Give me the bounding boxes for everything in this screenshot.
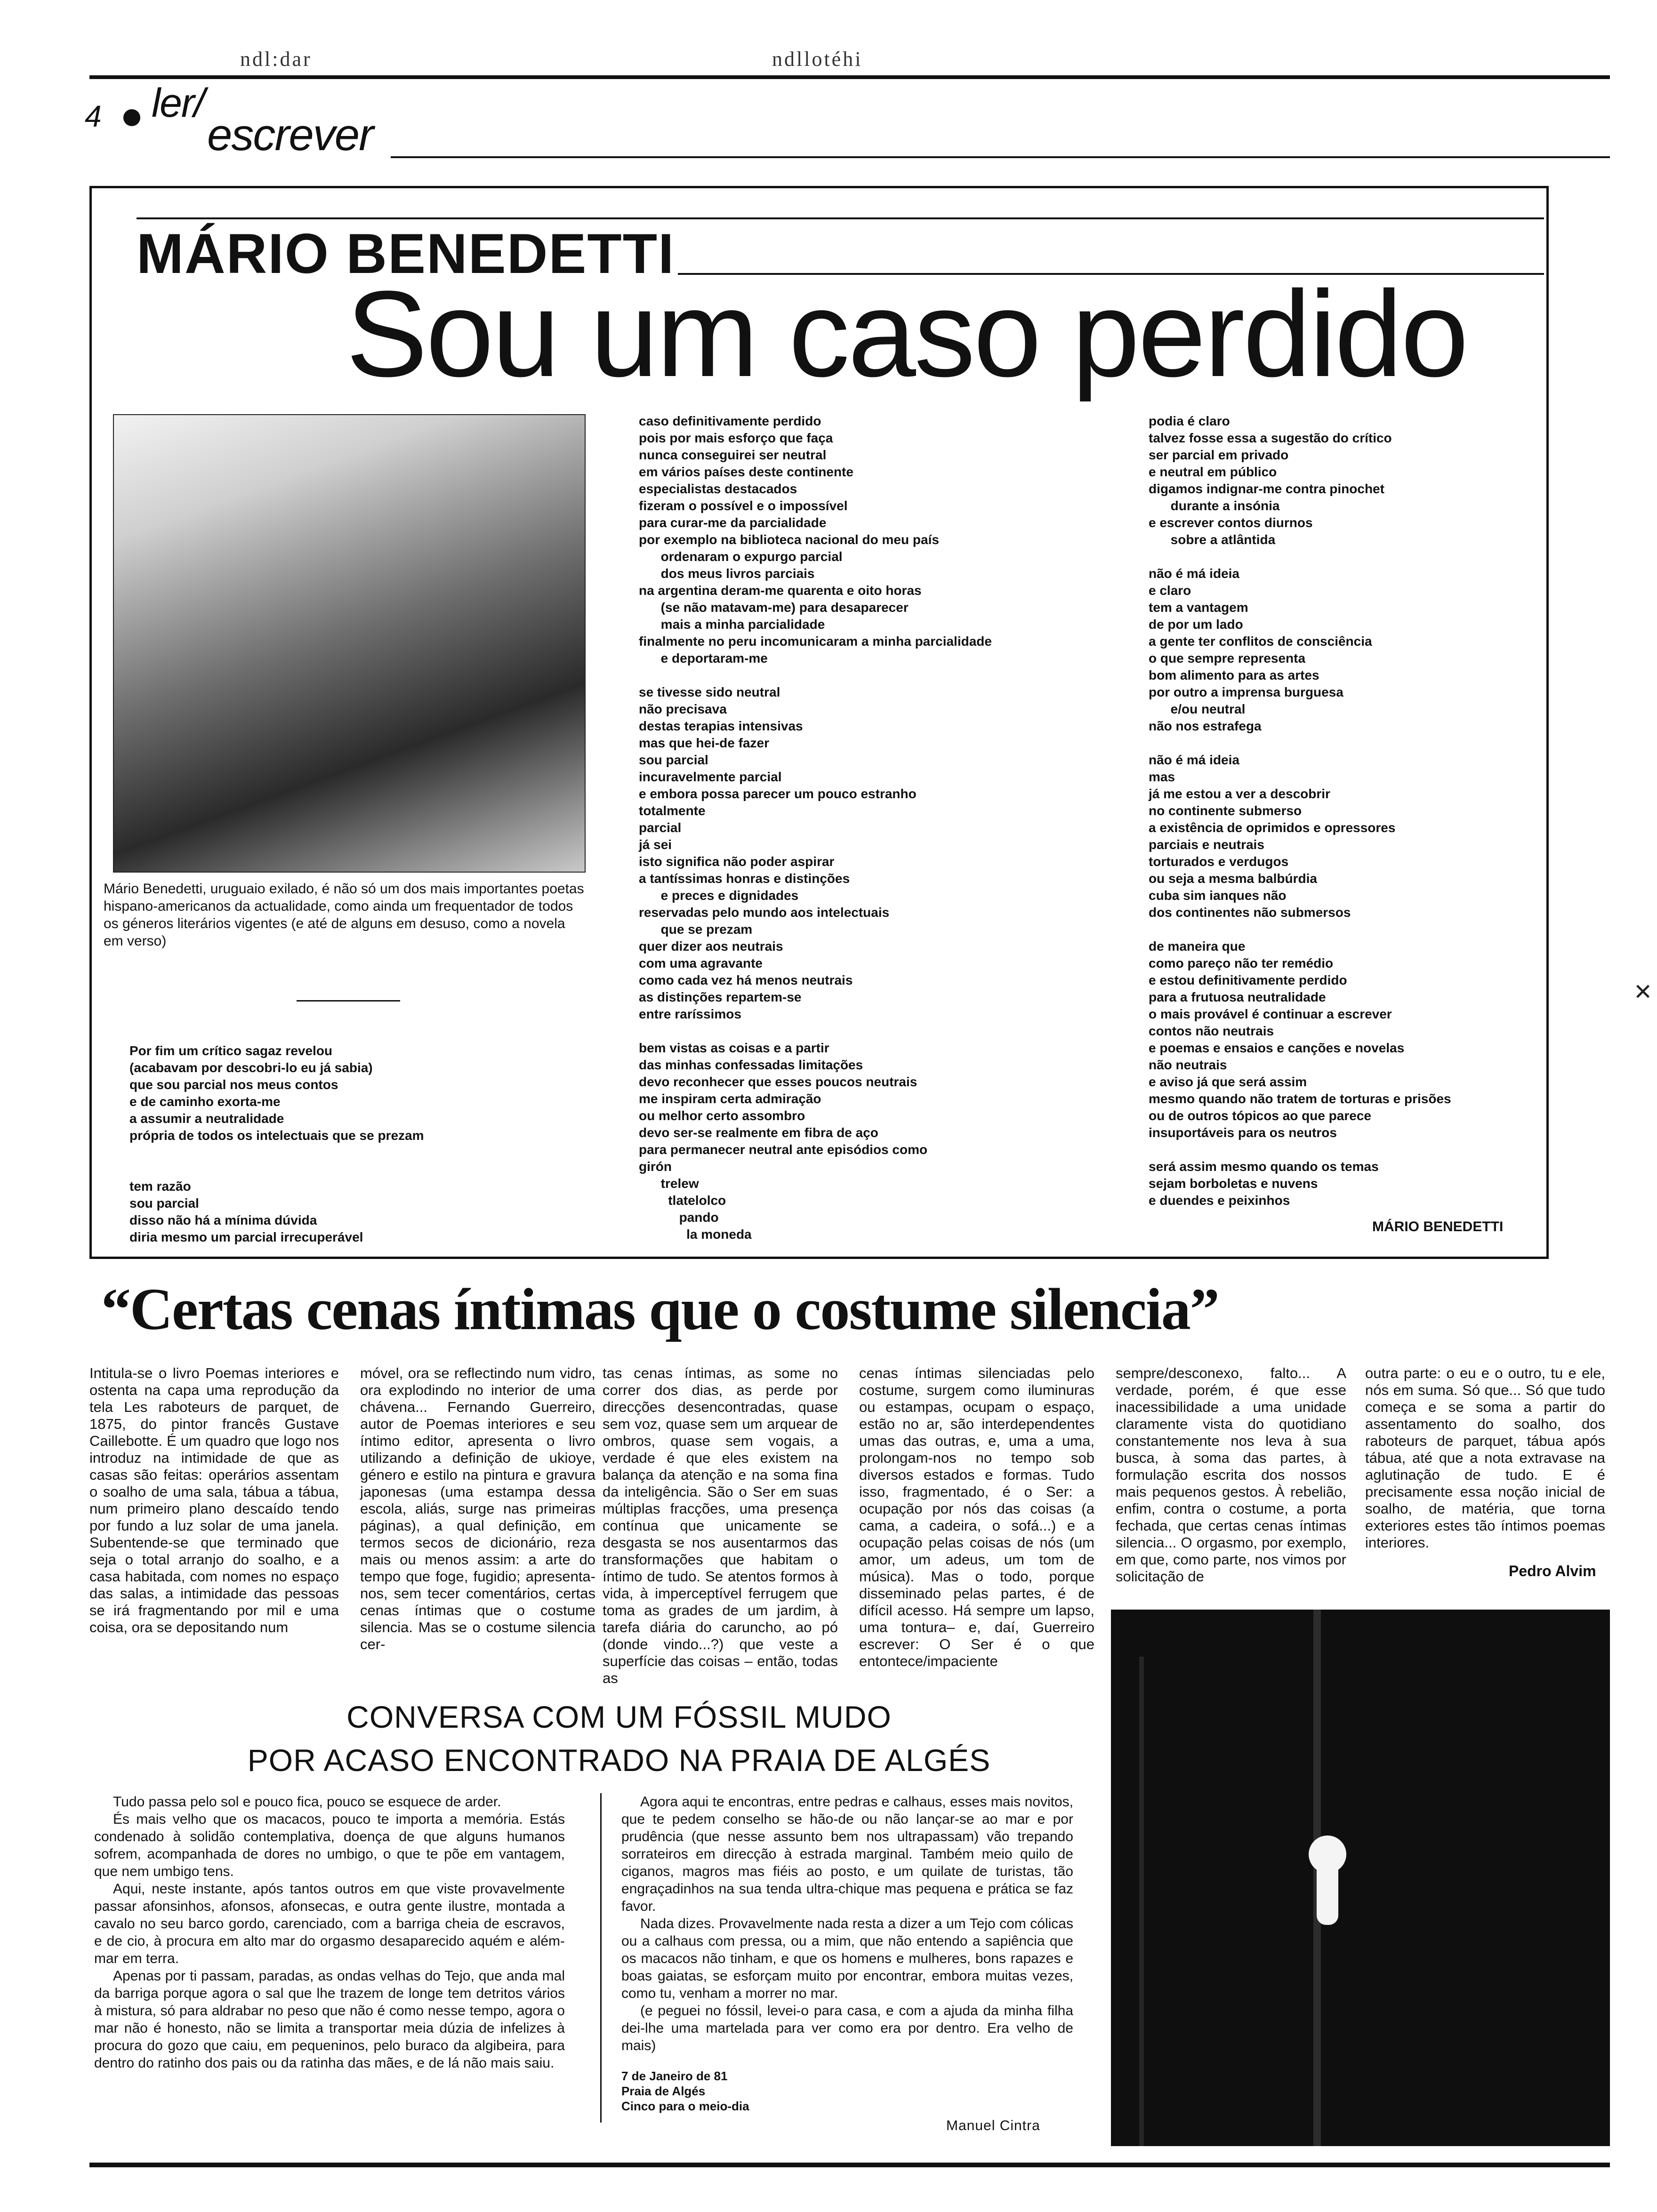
poem-line: como pareço não ter remédio <box>1149 956 1334 970</box>
poem-line: ou de outros tópicos ao que parece <box>1149 1108 1371 1123</box>
poem-line: quer dizer aos neutrais <box>639 939 783 954</box>
benedetti-signature: MÁRIO BENEDETTI <box>1372 1219 1504 1234</box>
paragraph: És mais velho que os macacos, pouco te importa a memória. Estás condenado à solidão contemplativa, doença de que alguns humanos sofrem, acompanhada de dores no umbigo, o que te põe em vantagem, que nem umbigo tens. <box>94 1811 565 1879</box>
poem-line: e escrever contos diurnos <box>1149 515 1313 530</box>
paragraph: (e peguei no fóssil, levei-o para casa, e com a ajuda da minha filha dei-lhe uma martelada para ver como era por dentro. Era velho de mais) <box>621 2003 1073 2053</box>
poem-line: reservadas pelo mundo aos intelectuais <box>639 905 890 920</box>
poem-line: tem razão <box>129 1179 191 1194</box>
poem-line: já me estou a ver a descobrir <box>1149 786 1330 801</box>
section-name-top: ler/ <box>152 80 204 126</box>
benedetti-rule-top <box>137 217 1544 219</box>
poem-line: devo reconhecer que esses poucos neutrais <box>639 1074 917 1089</box>
poem-line <box>129 1144 624 1161</box>
paragraph: Aqui, neste instante, após tantos outros em que viste provavelmente passar afonsinhos, afonsos, afonsecas, e outra gente ilustre, montada a cavalo no seu barco gordo, carenciado, com a barriga cheia de escravos, e de cio, à procura em alto mar do orgasmo desaparecido aquém e além-mar em terra. <box>94 1881 565 1966</box>
poem-line: não é má ideia <box>1149 566 1239 581</box>
poem-line: o que sempre representa <box>1149 651 1306 665</box>
poem-line: própria de todos os intelectuais que se prezam <box>129 1128 424 1143</box>
poem-column-3 <box>1149 413 1544 1209</box>
door-keyhole-photo <box>1111 1610 1610 2146</box>
poem-line: finalmente no peru incomunicaram a minha parcialidade <box>639 634 992 649</box>
poem-line: bom alimento para as artes <box>1149 668 1319 682</box>
masthead-left-text: ndl:dar <box>240 48 312 71</box>
poem-line: e de caminho exorta-me <box>129 1094 281 1109</box>
poem-line: devo ser-se realmente em fibra de aço <box>639 1125 878 1140</box>
certas-column-6: outra parte: o eu e o outro, tu e ele, nós em suma. Só que... Só que tudo começa e se soma a partir do assentamento do soalho, dos raboteurs de parquet, tábua após tábua, até que a nota extravase na aglutinação de tudo. E é precisamente essa noção inicial de soalho, de matéria, que torna exteriores estes tão íntimos poemas interiores. <box>1365 1365 1605 1551</box>
paragraph: Nada dizes. Provavelmente nada resta a dizer a um Tejo com cólicas ou a calhaus com pressa, ou a mim, que não entendo a sapiência que os macacos não tinham, e que os homens e mulheres, bons rapazes e boas gaiatas, se esforçam muito por encontrar, embora muitas vezes, como tu, venham a morrer no mar. <box>621 1916 1073 2001</box>
poem-line: e claro <box>1149 583 1191 598</box>
poem-line <box>1149 1141 1544 1158</box>
page-number: 4 <box>85 99 102 133</box>
poem-line: de maneira que <box>1149 939 1246 954</box>
poem-line: contos não neutrais <box>1149 1024 1274 1038</box>
poem-line: dos meus livros parciais <box>639 566 815 581</box>
poem-line: entre raríssimos <box>639 1007 741 1021</box>
poem-line: mas que hei-de fazer <box>639 736 769 750</box>
poem-line: que sou parcial nos meus contos <box>129 1077 338 1092</box>
poem-line: pando <box>639 1210 719 1225</box>
poem-column-1 <box>129 1042 624 1246</box>
poem-line: e duendes e peixinhos <box>1149 1193 1290 1208</box>
fossil-headline-line-1: CONVERSA COM UM FÓSSIL MUDO <box>346 1699 892 1734</box>
poem-line: podia é claro <box>1149 414 1230 428</box>
poem-line <box>639 1023 1110 1040</box>
certas-column-3: tas cenas íntimas, as some no correr dos dias, as perde por direcções desencontradas, quase sem voz, quase sem um arquear de ombros, quase sem vogais, a verdade é que eles existem na balança da atenção e na soma fina da inteligência. São o Ser em suas múltiplas fracções, uma presença contínua que unicamente se desgasta se nos ausentarmos das transformações que habitam o íntimo de tudo. Se atentos formos à vida, à imperceptível ferrugem que toma as grades de um jardim, à tarefa diária do caruncho, ao pó (donde vindo...?) que veste a superfície das coisas – então, todas as <box>603 1365 838 1686</box>
masthead-rule-top <box>89 75 1610 79</box>
poem-line: já sei <box>639 837 672 852</box>
poem-line: talvez fosse essa a sugestão do crítico <box>1149 431 1392 445</box>
poem-line: a tantíssimas honras e distinções <box>639 871 850 886</box>
poem-line: por outro a imprensa burguesa <box>1149 685 1343 699</box>
poem-line: durante a insónia <box>1149 498 1280 513</box>
poem-line: não neutrais <box>1149 1058 1227 1072</box>
poem-line <box>1149 548 1544 565</box>
poem-line: totalmente <box>639 803 706 818</box>
poem-line: para curar-me da parcialidade <box>639 515 827 530</box>
poem-line: no continente submerso <box>1149 803 1302 818</box>
fossil-column-2 <box>621 1793 1073 2054</box>
poem-line: pois por mais esforço que faça <box>639 431 833 445</box>
fossil-column-1 <box>94 1793 565 2072</box>
poem-line: disso não há a mínima dúvida <box>129 1213 317 1227</box>
poem-line: e embora possa parecer um pouco estranho <box>639 786 917 801</box>
poem-line: mais a minha parcialidade <box>639 617 825 632</box>
poem-line: ou melhor certo assombro <box>639 1108 805 1123</box>
poem-line: a gente ter conflitos de consciência <box>1149 634 1372 649</box>
poem-line: sou parcial <box>639 753 708 767</box>
masthead-right-text: ndllotéhi <box>772 48 863 71</box>
certas-signature: Pedro Alvim <box>1509 1563 1596 1579</box>
poem-line: destas terapias intensivas <box>639 719 803 733</box>
poem-line: de por um lado <box>1149 617 1243 632</box>
poem-line: cuba sim ianques não <box>1149 888 1287 903</box>
dateline-line: Praia de Algés <box>621 2084 706 2098</box>
poem-line: digamos indignar-me contra pinochet <box>1149 481 1384 496</box>
section-underline <box>391 156 1610 158</box>
poem-line: o mais provável é continuar a escrever <box>1149 1007 1392 1021</box>
poem-line: tlatelolco <box>639 1193 726 1208</box>
benedetti-title: Sou um caso perdido <box>346 266 1467 402</box>
paragraph: Apenas por ti passam, paradas, as ondas velhas do Tejo, que anda mal da barriga porque agora o sal que lhe trazem de longe tem detritos vários à mistura, só para aldrabar no peso que não é como nesse tempo, agora o mar não é honesto, não se limita a transportar meia dúzia de infelizes à procura do gozo que caiu, em pequeninos, pelo buraco da algibeira, para dentro do ratinho dos pais ou da ratinha das mães, e de lá não mais saiu. <box>94 1968 565 2071</box>
margin-mark-icon: ✕ <box>1633 979 1653 1005</box>
section-name-bottom: escrever <box>207 110 373 160</box>
poem-line: insuportáveis para os neutros <box>1149 1125 1337 1140</box>
benedetti-portrait-photo <box>113 414 586 873</box>
poem-line: com uma agravante <box>639 956 763 970</box>
benedetti-photo-caption: Mário Benedetti, uruguaio exilado, é não só um dos mais importantes poetas hispano-americanos da actualidade, como ainda um frequentador de todos os géneros literários vigentes (e até de alguns em desuso, como a novela em verso) <box>104 881 584 949</box>
poem-line: sejam borboletas e nuvens <box>1149 1176 1318 1191</box>
paragraph: Tudo passa pelo sol e pouco fica, pouco se esquece de arder. <box>113 1794 501 1810</box>
poem-line: não é má ideia <box>1149 753 1239 767</box>
poem-line: e/ou neutral <box>1149 702 1246 716</box>
fossil-column-divider <box>600 1793 602 2123</box>
poem-line: as distinções repartem-se <box>639 990 802 1004</box>
certas-column-1: Intitula-se o livro Poemas interiores e ostenta na capa uma reprodução da tela Les raboteurs de parquet, de 1875, do pintor francês Gustave Caillebotte. É um quadro que logo nos introduz na intimidade de que as casas são feitas: operários assentam o soalho de uma sala, tábua a tábua, num primeiro plano descaído tendo por fundo a luz solar de uma janela. Subentende-se que terminado que seja o total arranjo do soalho, e a casa habitada, com nomes no espaço das salas, a intimidade das pessoas se irá fragmentando por mil e uma coisa, ora se depositando num <box>89 1365 339 1635</box>
poem-line: em vários países deste continente <box>639 465 853 479</box>
poem-line: fizeram o possível e o impossível <box>639 498 848 513</box>
poem-line: isto significa não poder aspirar <box>639 854 835 869</box>
poem-line: ou seja a mesma balbúrdia <box>1149 871 1317 886</box>
poem-line: a assumir a neutralidade <box>129 1111 284 1126</box>
poem-line: não nos estrafega <box>1149 719 1262 733</box>
poem-line: para a frutuosa neutralidade <box>1149 990 1326 1004</box>
poem-line: para permanecer neutral ante episódios como <box>639 1142 928 1157</box>
poem-line <box>639 667 1110 684</box>
poem-line: trelew <box>639 1176 699 1191</box>
poem-line: das minhas confessadas limitações <box>639 1058 863 1072</box>
caption-divider <box>297 1000 400 1002</box>
page-bottom-rule <box>89 2163 1610 2167</box>
poem-line: mesmo quando não tratem de torturas e prisões <box>1149 1091 1451 1106</box>
poem-line: e poemas e ensaios e canções e novelas <box>1149 1041 1405 1055</box>
poem-line: como cada vez há menos neutrais <box>639 973 853 987</box>
poem-line: nunca conseguirei ser neutral <box>639 448 827 462</box>
certas-column-5: sempre/desconexo, falto... A verdade, porém, é que esse inacessibilidade a uma unidade claramente vista do quotidiano constantemente nos leva à sua busca, à soma das partes, à formulação escrita dos nossos mais pequenos gestos. À rebelião, enfim, contra o costume, a porta fechada, que certas cenas íntimas silencia... O orgasmo, por exemplo, em que, como parte, nos vimos por solicitação de <box>1116 1365 1346 1585</box>
keyhole-slot <box>1317 1864 1338 1925</box>
poem-line: que se prezam <box>639 922 753 937</box>
poem-line: não precisava <box>639 702 727 716</box>
poem-line: me inspiram certa admiração <box>639 1091 821 1106</box>
poem-line: a existência de oprimidos e opressores <box>1149 820 1396 835</box>
poem-line <box>1149 735 1544 752</box>
poem-line: incuravelmente parcial <box>639 769 782 784</box>
poem-line: dos continentes não submersos <box>1149 905 1351 920</box>
poem-line: tem a vantagem <box>1149 600 1248 615</box>
poem-line: parciais e neutrais <box>1149 837 1264 852</box>
dateline-line: 7 de Janeiro de 81 <box>621 2069 728 2083</box>
poem-line: parcial <box>639 820 682 835</box>
fossil-headline-line-2: POR ACASO ENCONTRADO NA PRAIA DE ALGÉS <box>247 1743 991 1778</box>
fossil-dateline <box>621 2068 904 2114</box>
poem-line: se tivesse sido neutral <box>639 685 780 699</box>
dateline-line: Cinco para o meio-dia <box>621 2099 749 2113</box>
poem-line: sou parcial <box>129 1196 199 1210</box>
poem-line: será assim mesmo quando os temas <box>1149 1159 1379 1174</box>
poem-line: por exemplo na biblioteca nacional do meu país <box>639 532 939 547</box>
poem-line: caso definitivamente perdido <box>639 414 821 428</box>
poem-line: (se não matavam-me) para desaparecer <box>639 600 909 615</box>
paragraph: Agora aqui te encontras, entre pedras e calhaus, esses mais novitos, que te pedem conselho se hão-de ou não lançar-se ao mar e por prudência (que nesse assunto bem nos ultrapassam) vão trepando sorrateiros em direcção à estrada marginal. Também meio quilo de ciganos, magros mas fiéis ao posto, e um quilate de turistas, tão engraçadinhos na sua tenda ultra-chique mas pequena e prática se faz favor. <box>621 1794 1073 1914</box>
certas-column-2: móvel, ora se reflectindo num vidro, ora explodindo no interior de uma chávena... Fernando Guerreiro, autor de Poemas interiores e seu íntimo editor, apresenta o livro utilizando a definição de ukioye, género e estilo na pintura e gravura japonesas (uma estampa dessa escola, aliás, surge nas primeiras páginas), a qual definição, em termos secos de dicionário, reza mais ou menos assim: a arte do tempo que foge, fugidio; apresenta-nos, sem tecer comentários, certas cenas íntimas que o costume silencia. Mas se o costume silencia cer- <box>360 1365 595 1652</box>
poem-line: e neutral em público <box>1149 465 1277 479</box>
poem-line: diria mesmo um parcial irrecuperável <box>129 1230 363 1244</box>
poem-line: (acabavam por descobri-lo eu já sabia) <box>129 1060 373 1075</box>
poem-line: Por fim um crítico sagaz revelou <box>129 1043 333 1058</box>
certas-headline: “Certas cenas íntimas que o costume silencia” <box>101 1277 1219 1342</box>
poem-line: girón <box>639 1159 672 1174</box>
poem-column-2 <box>639 413 1110 1243</box>
poem-line: e aviso já que será assim <box>1149 1074 1307 1089</box>
poem-line: na argentina deram-me quarenta e oito horas <box>639 583 922 598</box>
poem-line: torturados e verdugos <box>1149 854 1289 869</box>
certas-column-4: cenas íntimas silenciadas pelo costume, surgem como iluminuras ou estampas, ocupam o espaço, estão no ar, são interdependentes umas das outras, e, uma a uma, prolongam-nos no tempo sob diversos estados e formas. Tudo isso, fragmentado, é o Ser: a ocupação por nós das coisas (a cama, a cadeira, o sofá...) e a ocupação pelas coisas de nós (um amor, um adeus, um tom de música). Mas o todo, porque disseminado pelas partes, é de difícil acesso. Há sempre um lapso, uma tontura– e, daí, Guerreiro escrever: O Ser é o que entontece/impaciente <box>859 1365 1094 1669</box>
poem-line: la moneda <box>639 1227 752 1242</box>
poem-line: sobre a atlântida <box>1149 532 1276 547</box>
poem-line: especialistas destacados <box>639 481 797 496</box>
door-panel-edge <box>1139 1657 1144 2146</box>
poem-line: e preces e dignidades <box>639 888 799 903</box>
bullet-icon <box>123 109 140 126</box>
poem-line: ordenaram o expurgo parcial <box>639 549 843 564</box>
poem-line: e estou definitivamente perdido <box>1149 973 1347 987</box>
poem-line: mas <box>1149 769 1175 784</box>
poem-line <box>129 1161 624 1178</box>
poem-line: bem vistas as coisas e a partir <box>639 1041 829 1055</box>
fossil-signature: Manuel Cintra <box>946 2118 1040 2133</box>
poem-line: e deportaram-me <box>639 651 768 665</box>
poem-line <box>1149 921 1544 938</box>
poem-line: ser parcial em privado <box>1149 448 1289 462</box>
benedetti-author-heading: MÁRIO BENEDETTI <box>137 222 675 285</box>
